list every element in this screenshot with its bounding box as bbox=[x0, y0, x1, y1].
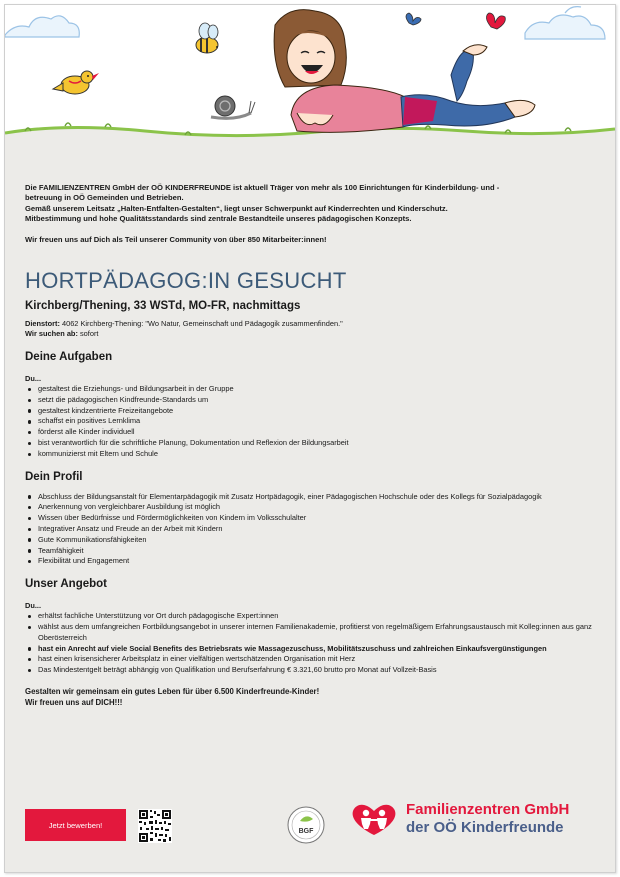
closing-line: Wir freuen uns auf DICH!!! bbox=[25, 697, 123, 707]
intro-line: Gemäß unserem Leitsatz „Halten-Entfalten-Gestalten“, liegt unser Schwerpunkt auf Kinderrechten und Kinderschutz. bbox=[25, 203, 448, 213]
job-posting-page bbox=[4, 4, 616, 873]
logo-line-organisation: der OÖ Kinderfreunde bbox=[406, 819, 564, 836]
snail-icon bbox=[211, 96, 255, 118]
tasks-list bbox=[25, 384, 597, 460]
list-item: gestaltest die Erziehungs- und Bildungsarbeit in der Gruppe bbox=[25, 384, 597, 395]
workplace-row bbox=[25, 319, 597, 329]
workplace-label: Dienstort: bbox=[25, 319, 60, 329]
list-item: hast einen krisensicherer Arbeitsplatz in einer vielfältigen wertschätzenden Organisation mit Herz bbox=[25, 654, 597, 665]
apply-button[interactable]: Jetzt bewerben! bbox=[25, 809, 126, 841]
job-meta bbox=[25, 319, 597, 339]
list-item: förderst alle Kinder individuell bbox=[25, 427, 597, 438]
bgf-seal-icon bbox=[286, 805, 326, 845]
list-item: erhältst fachliche Unterstützung vor Ort durch pädagogische Expert:innen bbox=[25, 611, 597, 622]
list-item: Integrativer Ansatz und Freude an der Arbeit mit Kindern bbox=[25, 524, 597, 535]
header-illustration bbox=[5, 5, 615, 173]
list-item: Teamfähigkeit bbox=[25, 546, 597, 557]
job-location: Kirchberg/Thening, 33 WSTd, MO-FR, nachmittags bbox=[25, 300, 301, 313]
intro-line: Die FAMILIENZENTREN GmbH der OÖ KINDERFREUNDE ist aktuell Träger von mehr als 100 Einrichtungen für Kinderbildung- und - bbox=[25, 183, 500, 192]
qr-code-icon[interactable] bbox=[138, 809, 172, 843]
list-item: wählst aus dem umfangreichen Fortbildungsangebot in unserer internen Familienakademie, profitierst von regelmäßigem Erfahrungsaustausch mit Kolleg:innen aus ganz Oberösterreich bbox=[25, 622, 597, 644]
list-item: bist verantwortlich für die schriftliche Planung, Dokumentation und Reflexion der Bildungsarbeit bbox=[25, 438, 597, 449]
start-value: sofort bbox=[79, 329, 99, 339]
list-item: kommunizierst mit Eltern und Schule bbox=[25, 449, 597, 460]
offer-heading: Unser Angebot bbox=[25, 578, 107, 591]
logo-text bbox=[406, 801, 569, 837]
intro-welcome: Wir freuen uns auf Dich als Teil unserer Community von über 850 Mitarbeiter:innen! bbox=[25, 234, 327, 244]
list-item: Gute Kommunikationsfähigkeiten bbox=[25, 535, 597, 546]
list-item: Anerkennung von vergleichbarer Ausbildung ist möglich bbox=[25, 502, 597, 513]
list-item: gestaltest kindzentrierte Freizeitangebote bbox=[25, 406, 597, 417]
bird-icon bbox=[53, 71, 99, 94]
bee-icon bbox=[196, 23, 218, 53]
intro-line: Mitbestimmung und hohe Qualitätsstandards sind zentrale Bestandteile unseres pädagogischen Konzepts. bbox=[25, 214, 412, 224]
list-item: Das Mindestentgelt beträgt abhängig von Qualifikation und Berufserfahrung € 3.321,60 brutto pro Monat auf Vollzeit-Basis bbox=[25, 665, 597, 676]
list-item: Flexibilität und Engagement bbox=[25, 556, 597, 567]
list-item: setzt die pädagogischen Kindfreunde-Standards um bbox=[25, 395, 597, 406]
company-logo[interactable] bbox=[348, 801, 598, 845]
closing-text bbox=[25, 687, 597, 708]
list-item: schaffst ein positives Lernklima bbox=[25, 416, 597, 427]
tasks-heading: Deine Aufgaben bbox=[25, 351, 113, 364]
tasks-lead: Du... bbox=[25, 374, 42, 384]
intro-text bbox=[25, 183, 597, 245]
list-item: Wissen über Bedürfnisse und Fördermöglichkeiten von Kindern im Volksschulalter bbox=[25, 513, 597, 524]
footer bbox=[25, 801, 597, 851]
profile-list bbox=[25, 492, 597, 568]
job-title: HORTPÄDAGOG:IN GESUCHT bbox=[25, 268, 347, 294]
list-item: hast ein Anrecht auf viele Social Benefits des Betriebsrats wie Massagezuschuss, Mobilitätszuschuss und zahlreichen Einkaufsvergünstigungen bbox=[25, 644, 597, 655]
intro-line: betreuung in OÖ Gemeinden und Betrieben. bbox=[25, 193, 184, 203]
offer-list bbox=[25, 611, 597, 676]
offer-lead: Du... bbox=[25, 601, 42, 611]
start-row bbox=[25, 329, 597, 339]
kinderfreunde-logo-icon bbox=[348, 801, 400, 837]
bgf-label: BGF bbox=[298, 828, 314, 835]
start-label: Wir suchen ab: bbox=[25, 329, 78, 339]
workplace-value: 4062 Kirchberg-Thening: "Wo Natur, Gemeinschaft und Pädagogik zusammenfinden." bbox=[61, 319, 343, 329]
list-item: Abschluss der Bildungsanstalt für Elementarpädagogik mit Zusatz Hortpädagogik, einer Pädagogischen Hochschule oder des Kollegs für Sozialpädagogik bbox=[25, 492, 597, 503]
logo-line-company: Familienzentren GmbH bbox=[406, 801, 570, 818]
main-content bbox=[25, 183, 597, 708]
butterfly-icon bbox=[406, 13, 505, 29]
profile-heading: Dein Profil bbox=[25, 470, 83, 483]
closing-line: Gestalten wir gemeinsam ein gutes Leben für über 6.500 Kinderfreunde-Kinder! bbox=[25, 686, 320, 696]
